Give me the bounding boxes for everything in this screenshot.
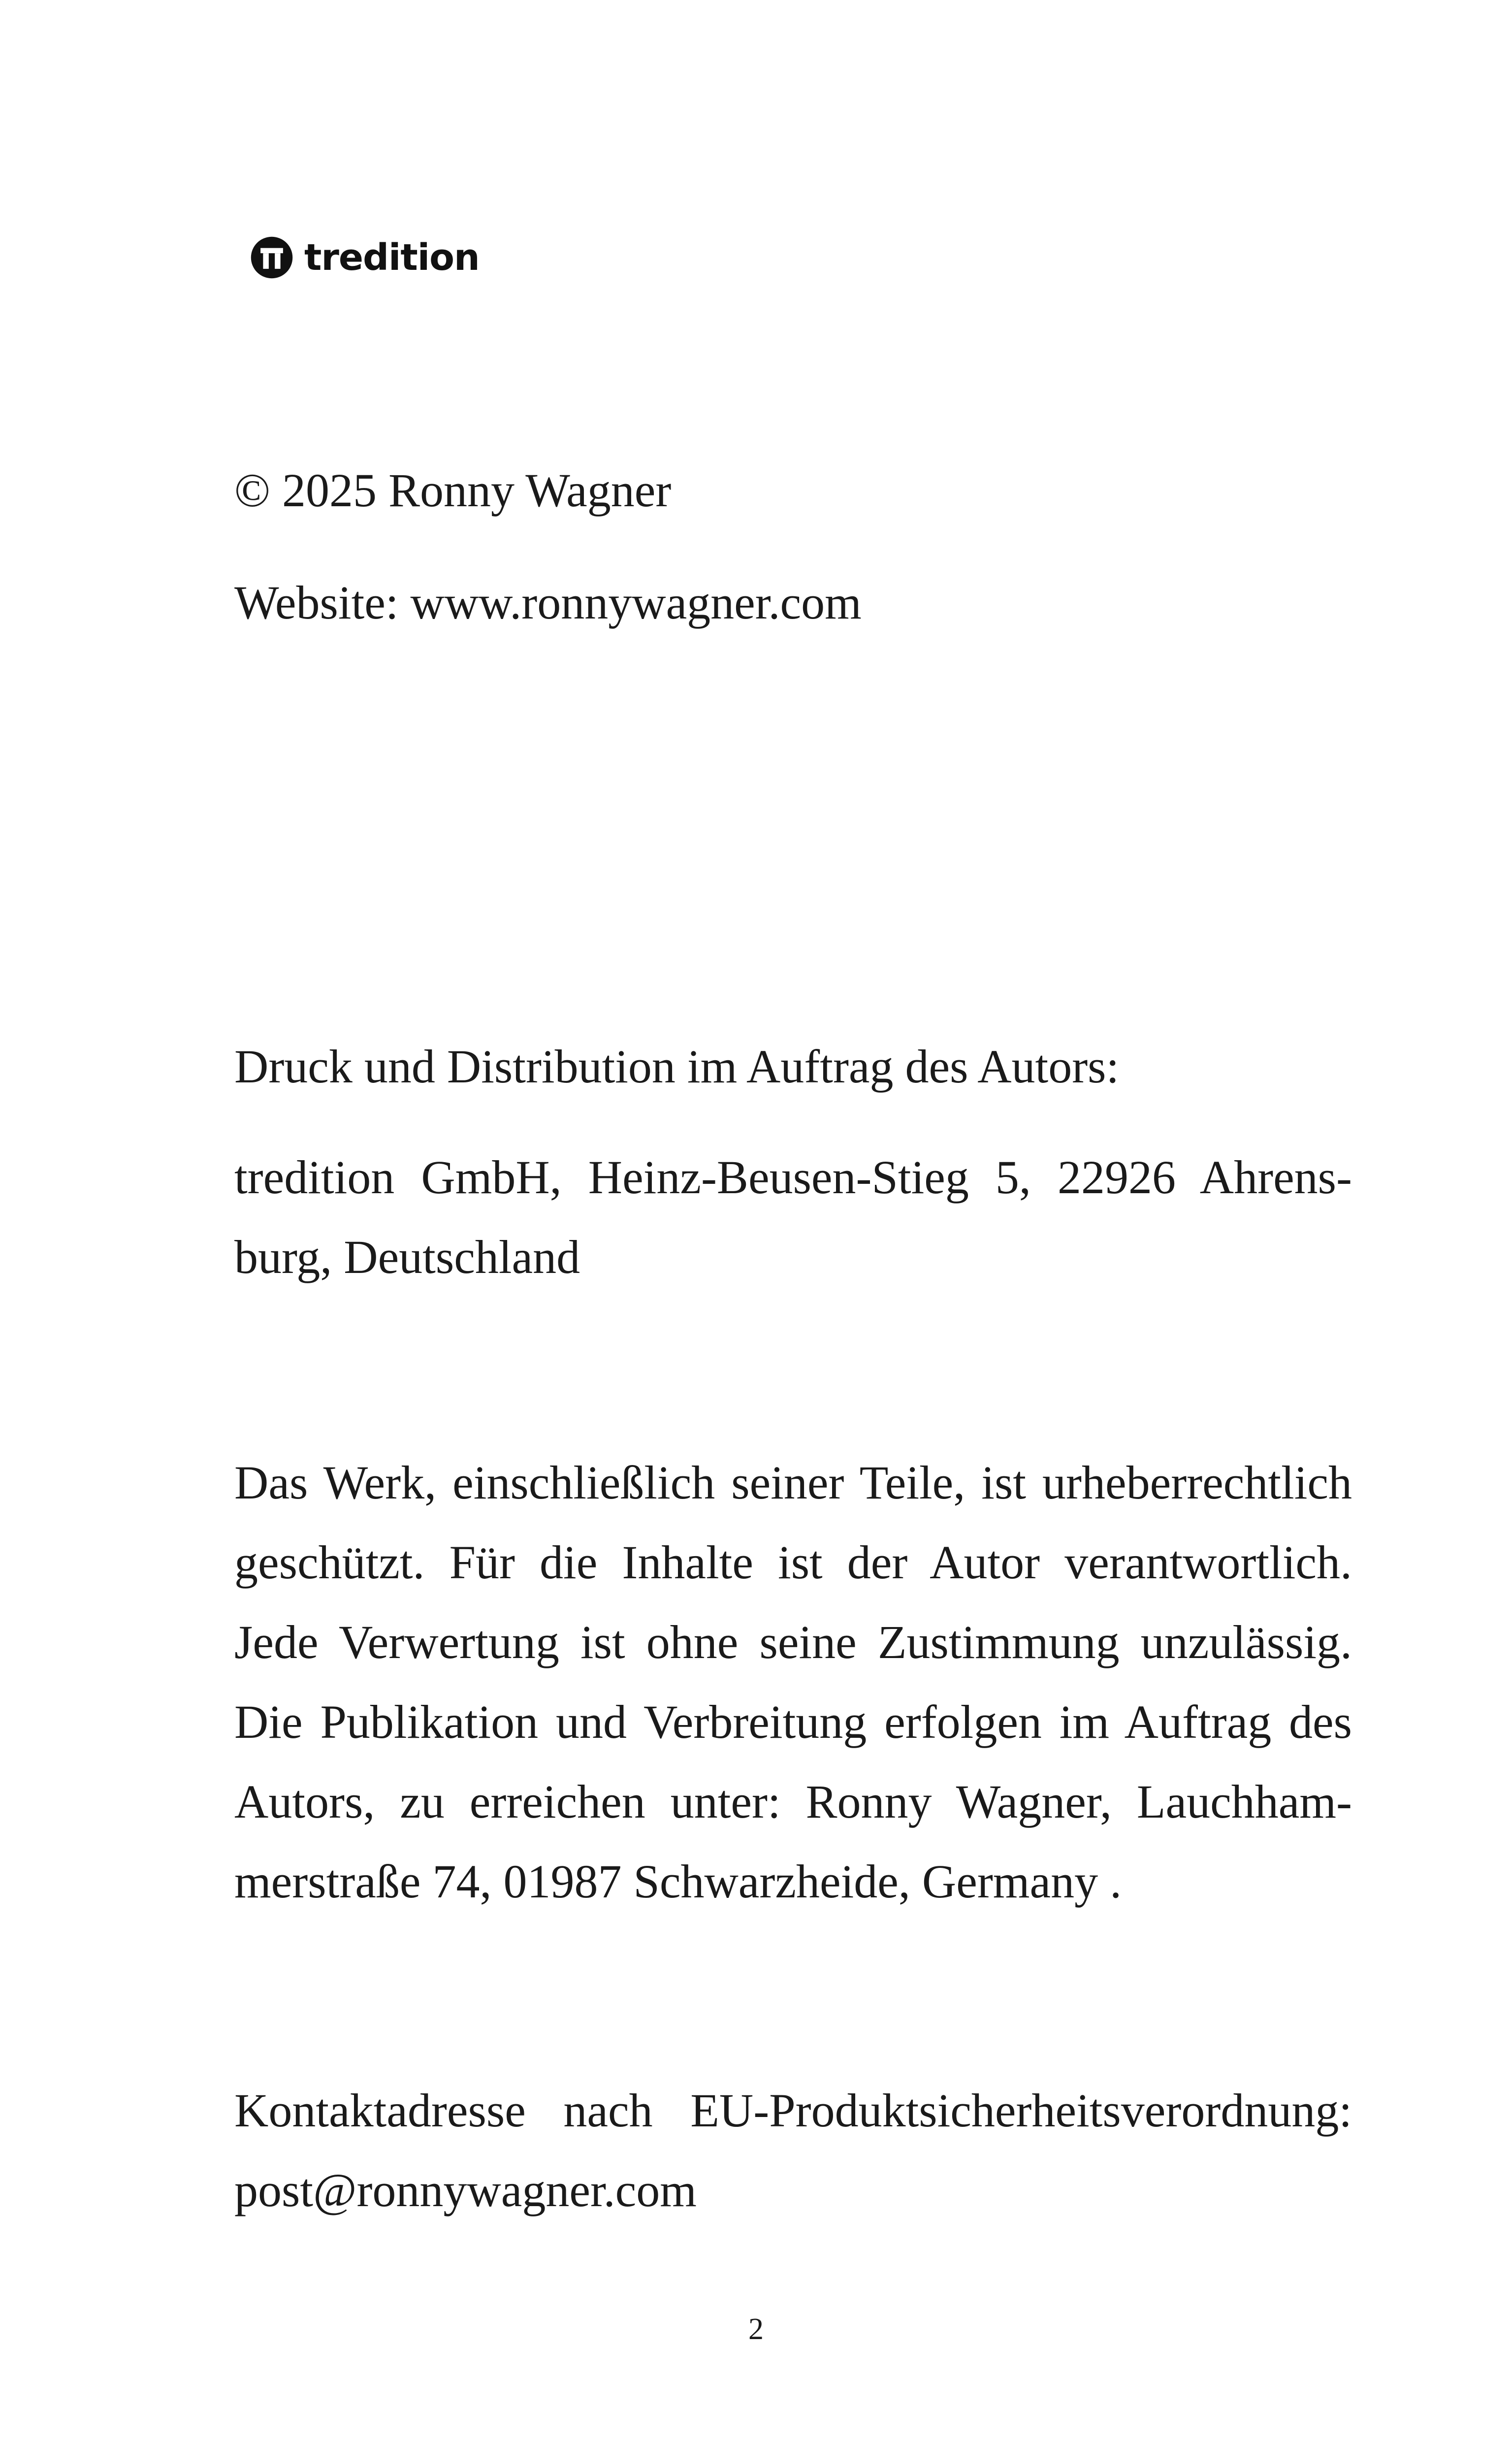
- legal-notice: Das Werk, einschließlich seiner Teile, ist urheberrechtlich geschützt. Für die Inhalte ist der Autor verantwortlich. Jede Verwertung ist ohne seine Zustimmung unzulässig. Die Publikation und Verbreitung erfolgen im Auftrag des Autors, zu erreichen unter: Ronny Wagner, Lauchham-merstraße 74, 01987 Schwarzheide, Germany .: [234, 1456, 1352, 1908]
- contact-line: Kontaktadresse nach EU-Produktsicherheitsverordnung: post@ronnywagner.com: [234, 2084, 1352, 2216]
- website-line: Website: www.ronnywagner.com: [234, 576, 862, 629]
- logo-wordmark: tredition: [304, 236, 480, 279]
- tredition-logo-icon: [250, 236, 293, 279]
- publisher-address: tredition GmbH, Heinz-Beusen-Stieg 5, 22926 Ahrens-burg, Deutschland: [234, 1151, 1352, 1283]
- publisher-logo: [250, 230, 480, 285]
- page-number: 2: [748, 2313, 764, 2346]
- printing-label: Druck und Distribution im Auftrag des Autors:: [234, 1040, 1120, 1093]
- copyright-line: © 2025 Ronny Wagner: [234, 464, 672, 517]
